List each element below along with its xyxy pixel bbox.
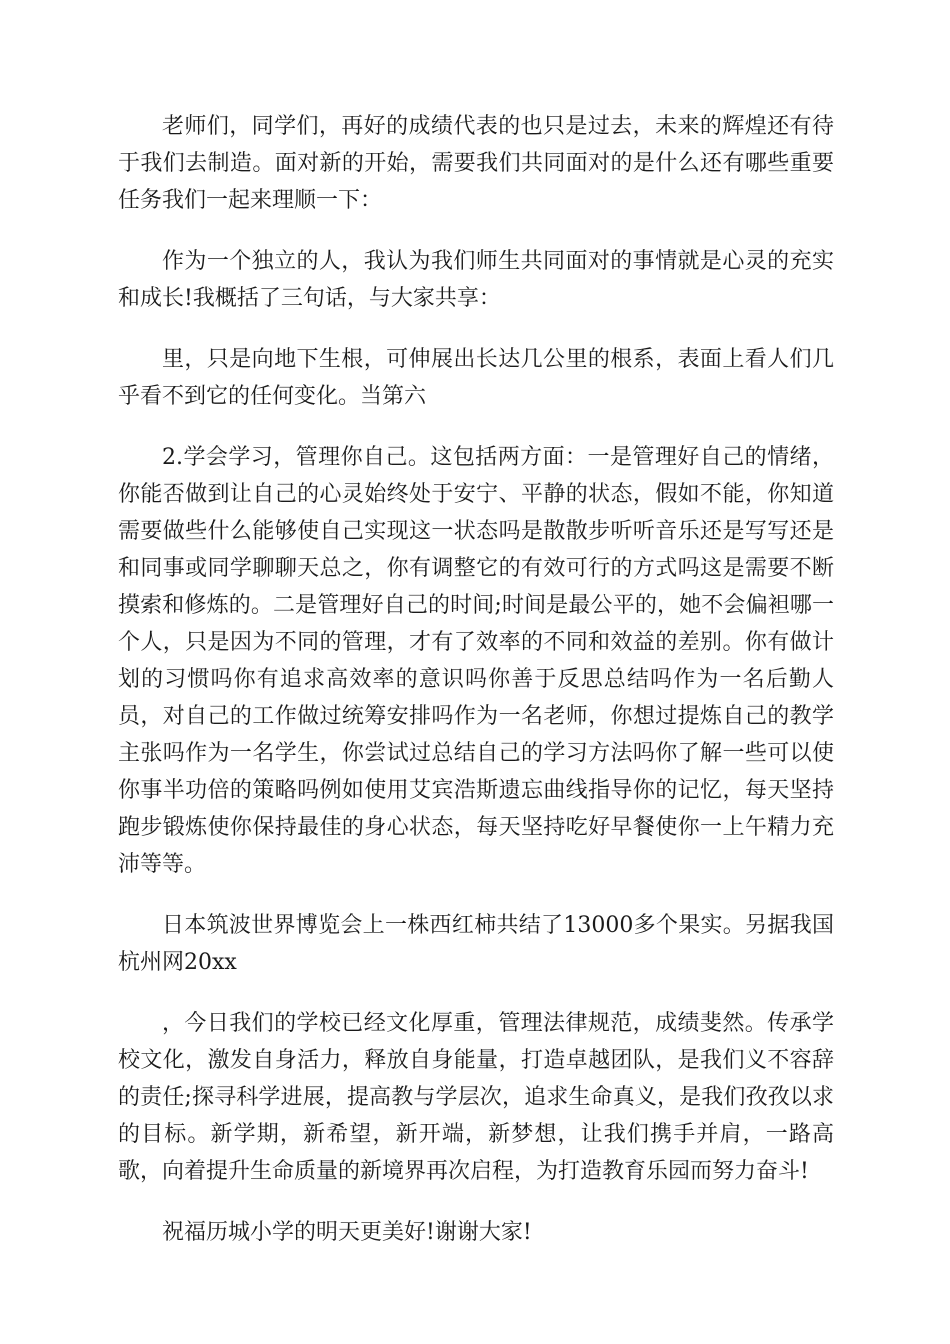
paragraph-1: 老师们，同学们，再好的成绩代表的也只是过去，未来的辉煌还有待于我们去制造。面对新的开始，需要我们共同面对的是什么还有哪些重要任务我们一起来理顺一下： bbox=[118, 114, 834, 213]
paragraph-6: ，今日我们的学校已经文化厚重，管理法律规范，成绩斐然。传承学校文化，激发自身活力，释放自身能量，打造卓越团队，是我们义不容辞的责任;探寻科学进展，提高教与学层次，追求生命真义，是我们孜孜以求的目标。新学期，新希望，新开端，新梦想，让我们携手并肩，一路高歌，向着提升生命质量的新境界再次启程，为打造教育乐园而努力奋斗! bbox=[118, 1011, 834, 1184]
paragraph-2: 作为一个独立的人，我认为我们师生共同面对的事情就是心灵的充实和成长!我概括了三句话，与大家共享： bbox=[118, 249, 834, 311]
document-body bbox=[118, 108, 834, 1275]
paragraph-7: 祝福历城小学的明天更美好!谢谢大家! bbox=[162, 1220, 532, 1245]
paragraph-3: 里，只是向地下生根，可伸展出长达几公里的根系，表面上看人们几乎看不到它的任何变化。当第六 bbox=[118, 347, 834, 409]
paragraph-4: 2.学会学习，管理你自己。这包括两方面：一是管理好自己的情绪，你能否做到让自己的心灵始终处于安宁、平静的状态，假如不能，你知道需要做些什么能够使自己实现这一状态吗是散散步听听音乐还是写写还是和同事或同学聊聊天总之，你有调整它的有效可行的方式吗这是需要不断摸索和修炼的。二是管理好自己的时间;时间是最公平的，她不会偏袒哪一个人，只是因为不同的管理，才有了效率的不同和效益的差别。你有做计划的习惯吗你有追求高效率的意识吗你善于反思总结吗作为一名后勤人员，对自己的工作做过统筹安排吗作为一名老师，你想过提炼自己的教学主张吗作为一名学生，你尝试过总结自己的学习方法吗你了解一些可以使你事半功倍的策略吗例如使用艾宾浩斯遗忘曲线指导你的记忆，每天坚持跑步锻炼使你保持最佳的身心状态，每天坚持吃好早餐使你一上午精力充沛等等。 bbox=[118, 445, 834, 877]
paragraph-5: 日本筑波世界博览会上一株西红柿共结了13000多个果实。另据我国杭州网20xx bbox=[118, 913, 834, 975]
